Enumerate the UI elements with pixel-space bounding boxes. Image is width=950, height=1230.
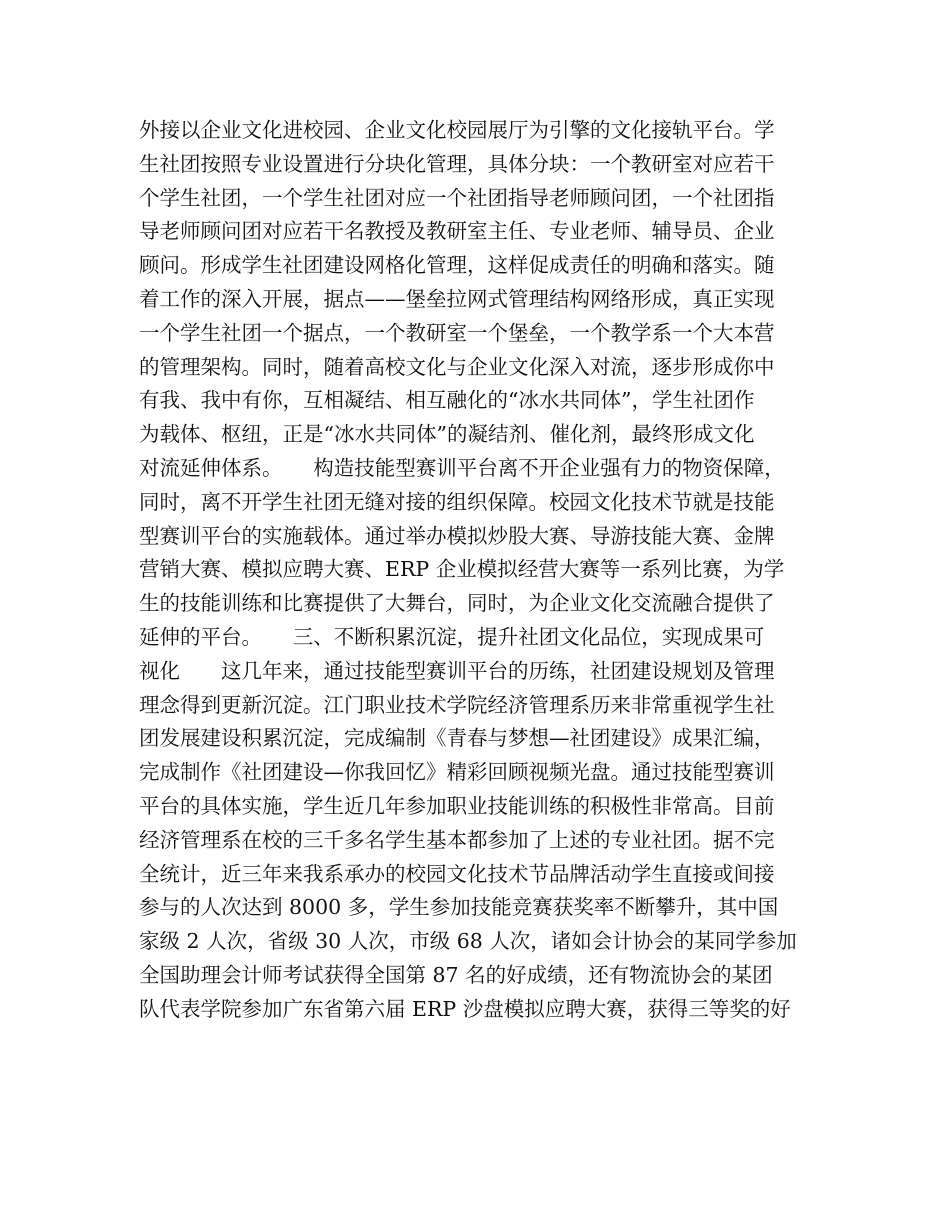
text-line: 全国助理会计师考试获得全国第 87 名的好成绩，还有物流协会的某团	[139, 962, 773, 987]
text-line: 营销大赛、模拟应聘大赛、ERP 企业模拟经营大赛等一系列比赛，为学	[139, 557, 785, 582]
text-line: 完成制作《社团建设—你我回忆》精彩回顾视频光盘。通过技能型赛训	[139, 760, 775, 785]
text-line: 视化 这几年来，通过技能型赛训平台的历练，社团建设规划及管理	[139, 658, 775, 683]
text-line: 家级 2 人次，省级 30 人次，市级 68 人次，诸如会计协会的某同学参加	[139, 929, 797, 954]
text-line: 全统计，近三年来我系承办的校园文化技术节品牌活动学生直接或间接	[139, 861, 775, 886]
text-line: 延伸的平台。 三、不断积累沉淀，提升社团文化品位，实现成果可	[139, 624, 765, 649]
text-line: 有我、我中有你，互相凝结、相互融化的“冰水共同体”，学生社团作	[139, 388, 755, 413]
text-line: 为载体、枢纽，正是“冰水共同体”的凝结剂、催化剂，最终形成文化	[139, 422, 755, 447]
text-line: 对流延伸体系。 构造技能型赛训平台离不开企业强有力的物资保障，	[139, 455, 785, 480]
text-line: 理念得到更新沉淀。江门职业技术学院经济管理系历来非常重视学生社	[139, 692, 775, 717]
text-line: 导老师顾问团对应若干名教授及教研室主任、专业老师、辅导员、企业	[139, 219, 775, 244]
text-line: 生的技能训练和比赛提供了大舞台，同时，为企业文化交流融合提供了	[139, 591, 775, 616]
text-line: 个学生社团，一个学生社团对应一个社团指导老师顾问团，一个社团指	[139, 185, 775, 210]
text-line: 参与的人次达到 8000 多，学生参加技能竞赛获奖率不断攀升，其中国	[139, 895, 779, 920]
body-text	[139, 114, 829, 1027]
text-line: 经济管理系在校的三千多名学生基本都参加了上述的专业社团。据不完	[139, 827, 775, 852]
text-line: 着工作的深入开展，据点——堡垒拉网式管理结构网络形成，真正实现	[139, 286, 775, 311]
text-line: 平台的具体实施，学生近几年参加职业技能训练的积极性非常高。目前	[139, 793, 775, 818]
text-line: 队代表学院参加广东省第六届 ERP 沙盘模拟应聘大赛，获得三等奖的好	[139, 996, 791, 1021]
text-line: 同时，离不开学生社团无缝对接的组织保障。校园文化技术节就是技能	[139, 489, 775, 514]
text-line: 顾问。形成学生社团建设网格化管理，这样促成责任的明确和落实。随	[139, 253, 775, 278]
text-line: 团发展建设积累沉淀，完成编制《青春与梦想—社团建设》成果汇编，	[139, 726, 775, 751]
text-line: 的管理架构。同时，随着高校文化与企业文化深入对流，逐步形成你中	[139, 354, 775, 379]
text-line: 外接以企业文化进校园、企业文化校园展厅为引擎的文化接轨平台。学	[139, 118, 775, 142]
text-line: 一个学生社团一个据点，一个教研室一个堡垒，一个教学系一个大本营	[139, 320, 775, 345]
text-line: 生社团按照专业设置进行分块化管理，具体分块：一个教研室对应若干	[139, 151, 775, 176]
text-line: 型赛训平台的实施载体。通过举办模拟炒股大赛、导游技能大赛、金牌	[139, 523, 775, 548]
